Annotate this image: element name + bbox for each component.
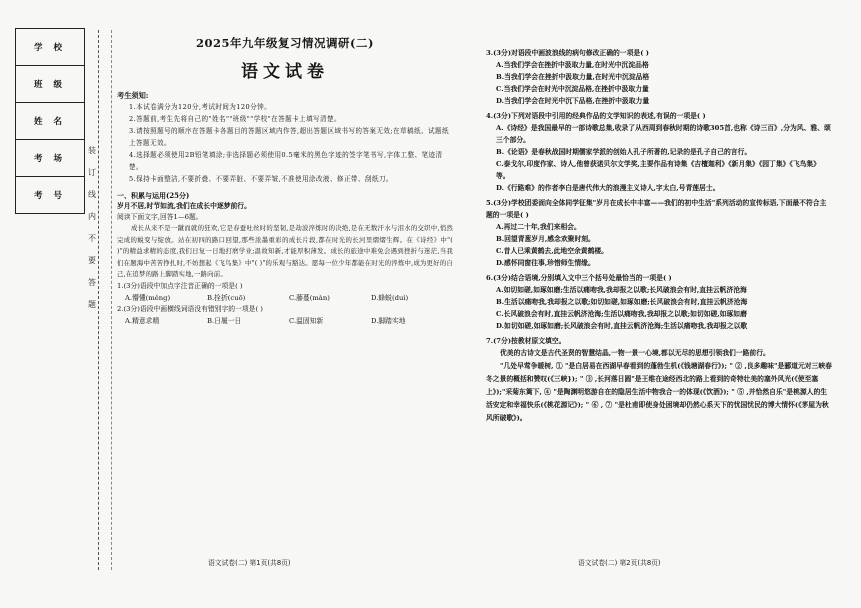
exam-room-field: 考 场 [16, 140, 84, 177]
option-a: A.如切如磋,如琢如磨;生活以痛吻我,我却报之以歌;长风破浪会有时,直挂云帆济沧海 [496, 286, 747, 294]
option-b: B.拴折(cuō) [207, 293, 246, 302]
option-c: C.当我们学会在时光中沉淀品格,在挫折中汲取力量 [496, 85, 649, 93]
student-info-table [15, 28, 85, 214]
reading-passage: 成长从来不是一蹴而就的狂欢,它是春蚕吐丝时的坚韧,是劫波淬炼时的决绝,是在无数汗水与泪水的交织中,悄然完成的蜕变与绽放。站在初四的路口回望,那些浓墨重彩的成长片段,都在时光的长河里熠熠生辉。在《诗经》中"( )"的精益求精的态度,我们日复一日地打磨学业;温故知新,才能厚积薄发。成长的旅途中难免会遇到挫折与迷茫,当我们在题海中苦苦挣扎时,不妨想起《飞鸟集》中"( )"的乐观与豁达。愿每一位少年都能在时光的淬炼中,成为更好的自己,在追梦的路上脚踏实地,一路向前。 [117, 224, 453, 278]
option-a: A.再过二十年,我们来相会。 [496, 223, 581, 231]
question-7-intro: 优美的古诗文是古代圣贤的智慧结晶,一物一景一心境,都以无尽的思想引领我们一路前行。 [500, 349, 770, 357]
option-c: C.泰戈尔,印度作家、诗人,他曾获诺贝尔文学奖,主要作品有诗集《吉檀迦利》《新月集》《园丁集》《飞鸟集》等。 [496, 160, 821, 180]
page-2-footer: 语文试卷(二) 第2页(共8页) [578, 559, 661, 567]
binding-line-inner [111, 30, 112, 570]
class-field: 班 级 [16, 66, 84, 103]
question-1: 1.(3分)语段中加点字注音正确的一项是( ) [117, 281, 243, 290]
name-field: 姓 名 [16, 103, 84, 140]
notice-item: 2.答题前,考生先将自己的"姓名""班级""学校"在答题卡上填写清楚。 [129, 115, 342, 123]
option-c: C.昔人已乘黄鹤去,此地空余黄鹤楼。 [496, 247, 608, 255]
page-1 [117, 36, 453, 327]
seal-char: 题 [88, 300, 96, 309]
option-d: D.脚踏实地 [371, 316, 406, 325]
question-2-options [117, 315, 453, 327]
option-c: C.长风破浪会有时,直挂云帆济沧海;生活以痛吻我,我却报之以歌;如切如磋,如琢如磨 [496, 310, 747, 318]
notice-heading: 考生须知: [117, 91, 149, 100]
reading-instruction: 阅读下面文字,回答1—6题。 [117, 213, 203, 221]
option-d: D.感怀同窗往事,珍惜师生情缘。 [496, 259, 595, 267]
section-subtitle: 岁月不居,时节如流,我们在成长中逐梦前行。 [117, 202, 251, 210]
option-a: A.当我们学会在挫折中汲取力量,在时光中沉淀品格 [496, 61, 649, 69]
seal-line-notice [86, 140, 98, 316]
page-2 [486, 44, 832, 425]
option-b: B.当我们学会在挫折中汲取力量,在时光中沉淀品格 [496, 73, 650, 81]
seal-char: 要 [88, 256, 96, 265]
question-4: 4.(3分)下列对语段中引用的经典作品的文学知识的表述,有误的一项是( ) [486, 112, 706, 120]
notice-item: 3.请按照题号的顺序在答题卡各题目的答题区域内作答,超出答题区域书写的答案无效;在草稿纸、试题纸上答题无效。 [129, 127, 449, 147]
seal-char: 不 [88, 234, 96, 243]
exam-title: 2025年九年级复习情况调研(二) [196, 36, 374, 50]
seal-char: 订 [88, 168, 96, 177]
option-b: B.《论语》是春秋战国时期儒家学派的创始人孔子所著的,记录的是孔子自己的言行。 [496, 148, 752, 156]
option-c: C.藤蔓(màn) [289, 293, 330, 302]
option-b: B.回望青葱岁月,感念欢聚时刻。 [496, 235, 595, 243]
school-field: 学 校 [16, 29, 84, 66]
option-a: A.懵懂(měng) [125, 293, 171, 302]
option-b: B.日履一日 [207, 316, 242, 325]
option-a: A.《诗经》是我国最早的一部诗歌总集,收录了从西周到春秋时期的诗歌305首,也称《诗三百》,分为风、雅、颂三个部分。 [496, 124, 831, 144]
question-1-options [117, 292, 453, 304]
question-7: 7.(7分)按教材原文填空。 [486, 337, 566, 345]
question-7-text: "几处早莺争暖树, ① "是白居易在西湖早春看到的蓬勃生机(《钱塘湖春行》); " ② ,良多趣味"是郦道元对三峡春冬之景的概括和赞叹(《三峡}); " ③ ,长河落日圆"是王维在途经西北的路上看到的奇特壮美的塞外风光(《使至塞上》);"采菊东篱下, ④ "是陶渊明悠游自在的隐居生活中物我合一的体现(《饮酒》); " ⑤ ,并恰然自乐"是桃源人的生活安定和幸福快乐(《桃花源记》); " ⑥ , ⑦ "是杜甫即使身处困境却仍然心系天下的忧国忧民的博大情怀(《茅屋为秋风所破歌》)。 [486, 362, 832, 422]
notice-item: 1.本试卷满分为120分,考试时间为120分钟。 [129, 103, 272, 111]
seal-char: 内 [88, 212, 96, 221]
option-c: C.温固知新 [289, 316, 324, 325]
exam-number-field: 考 号 [34, 191, 66, 201]
page-1-footer: 语文试卷(二) 第1页(共8页) [208, 559, 291, 567]
seal-char: 答 [88, 278, 96, 287]
question-5: 5.(3分)学校团委面向全体同学征集"岁月在成长中丰富——我们的初中生活"系列活动的宣传标语,下面最不符合主题的一项是( ) [486, 199, 827, 219]
notice-item: 4.选择题必须使用2B铅笔填涂;非选择题必须使用0.5毫米的黑色字迹的签字笔书写,字体工整、笔迹清楚。 [129, 151, 443, 171]
option-b: B.生活以痛吻我,我却报之以歌;如切如磋,如琢如磨;长风破浪会有时,直挂云帆济沧海 [496, 298, 748, 306]
subject-title: 语文试卷 [241, 62, 329, 82]
section-heading: 一、积累与运用(25分) [117, 191, 190, 200]
seal-char: 装 [88, 146, 96, 155]
option-a: A.精意求精 [125, 316, 160, 325]
notice-item: 5.保持卡面整洁,不要折叠、不要弄脏、不要弄皱,不准使用涂改液、修正带、刮纸刀。 [129, 175, 393, 183]
seal-char: 线 [88, 190, 96, 199]
question-3: 3.(3分)对语段中画波浪线的病句修改正确的一项是( ) [486, 49, 649, 57]
option-d: D.蜂蜕(duì) [371, 293, 409, 302]
option-d: D.《行路难》的作者李白是唐代伟大的浪漫主义诗人,字太白,号青莲居士。 [496, 184, 720, 192]
option-d: D.当我们学会在时光中沉下品格,在挫折中汲取力量 [496, 97, 650, 105]
question-6: 6.(3分)结合语境,分别填入文中三个括号处最恰当的一项是( ) [486, 274, 672, 282]
question-2: 2.(3分)语段中画横线词语没有错别字的一项是( ) [117, 304, 263, 313]
option-d: D.如切如磋,如琢如磨;长风破浪会有时,直挂云帆济沧海;生活以痛吻我,我却报之以歌 [496, 322, 748, 330]
binding-line [98, 30, 99, 570]
